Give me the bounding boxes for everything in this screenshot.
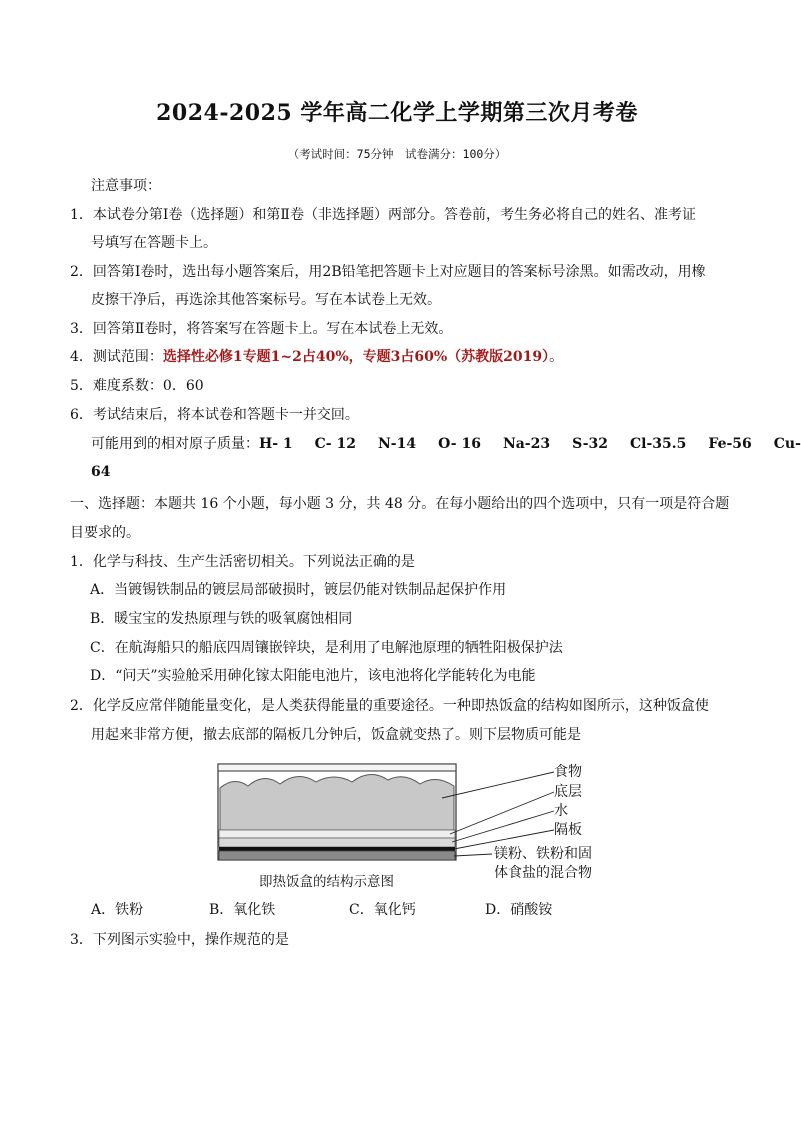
section-1-heading-cont: 目要求的。 bbox=[70, 525, 140, 541]
partition-layer bbox=[219, 847, 455, 851]
question-1-stem: 1．化学与科技、生产生活密切相关。下列说法正确的是 bbox=[70, 554, 415, 570]
mass-cl: Cl-35.5 bbox=[630, 436, 687, 452]
label-food: 食物 bbox=[554, 764, 582, 780]
question-1-option-b: B．暖宝宝的发热原理与铁的吸氧腐蚀相同 bbox=[90, 611, 353, 627]
mass-n: N-14 bbox=[377, 436, 417, 452]
bottom-layer bbox=[219, 830, 455, 838]
notes-heading: 注意事项： bbox=[91, 178, 161, 194]
mass-o: O- 16 bbox=[438, 436, 481, 452]
label-mixture-line1: 镁粉、铁粉和固 bbox=[494, 846, 592, 862]
note-item-1-cont: 号填写在答题卡上。 bbox=[91, 235, 217, 251]
note-item-2: 2．回答第Ⅰ卷时，选出每小题答案后，用2B铅笔把答题卡上对应题目的答案标号涂黑。如需改动，用橡 bbox=[70, 264, 706, 280]
mass-na: Na-23 bbox=[502, 436, 551, 452]
question-1-option-c: C．在航海船只的船底四周镶嵌锌块，是利用了电解池原理的牺牲阳极保护法 bbox=[90, 640, 563, 656]
section-1-heading: 一、选择题：本题共 16 个小题，每小题 3 分，共 48 分。在每小题给出的四个选项中，只有一项是符合题 bbox=[70, 496, 730, 512]
mixture-layer bbox=[219, 851, 455, 860]
page-title: 2024-2025 学年高二化学上学期第三次月考卷 bbox=[156, 100, 638, 126]
mass-fe: Fe-56 bbox=[708, 436, 752, 452]
question-2-stem-cont: 用起来非常方便，撤去底部的隔板几分钟后，饭盒就变热了。则下层物质可能是 bbox=[91, 727, 581, 743]
figure-caption: 即热饭盒的结构示意图 bbox=[259, 874, 394, 890]
exam-info: （考试时间：75分钟 试卷满分：100分） bbox=[287, 147, 507, 161]
atomic-masses-label: 可能用到的相对原子质量： bbox=[91, 436, 259, 452]
note-item-4-suffix: 。 bbox=[549, 349, 564, 365]
atomic-mass-cu-value: 64 bbox=[91, 464, 111, 480]
atomic-masses bbox=[91, 434, 801, 454]
label-bottom-layer: 底层 bbox=[554, 784, 582, 800]
note-item-6: 6．考试结束后，将本试卷和答题卡一并交回。 bbox=[70, 407, 359, 423]
question-2-stem: 2．化学反应常伴随能量变化，是人类获得能量的重要途径。一种即热饭盒的结构如图所示，这种饭盒使 bbox=[70, 698, 709, 714]
test-range: 选择性必修1专题1~2占40%，专题3占60%（苏教版2019） bbox=[162, 349, 550, 365]
question-2-option-a: A．铁粉 bbox=[91, 902, 144, 918]
question-2-option-d: D．硝酸铵 bbox=[485, 902, 553, 918]
water-layer bbox=[219, 838, 455, 847]
note-item-4-prefix: 4．测试范围： bbox=[70, 349, 163, 365]
note-item-3: 3．回答第Ⅱ卷时，将答案写在答题卡上。写在本试卷上无效。 bbox=[70, 321, 453, 337]
note-item-1: 1．本试卷分第Ⅰ卷（选择题）和第Ⅱ卷（非选择题）两部分。答卷前，考生务必将自己的姓名、准考证 bbox=[70, 207, 696, 223]
note-item-2-cont: 皮擦干净后，再选涂其他答案标号。写在本试卷上无效。 bbox=[91, 292, 441, 308]
note-item-5: 5．难度系数：0．60 bbox=[70, 378, 204, 394]
mass-s: S-32 bbox=[572, 436, 609, 452]
label-partition: 隔板 bbox=[554, 822, 582, 838]
question-1-option-d: D．“问天”实验舱采用砷化镓太阳能电池片，该电池将化学能转化为电能 bbox=[90, 668, 536, 684]
mass-c: C- 12 bbox=[314, 436, 356, 452]
question-3-stem: 3．下列图示实验中，操作规范的是 bbox=[70, 932, 289, 948]
question-1-option-a: A．当镀锡铁制品的镀层局部破损时，镀层仍能对铁制品起保护作用 bbox=[90, 582, 507, 598]
label-mixture-line2: 体食盐的混合物 bbox=[494, 865, 592, 881]
mass-h: H- 1 bbox=[259, 436, 293, 452]
question-2-option-c: C．氧化钙 bbox=[349, 902, 416, 918]
label-water: 水 bbox=[554, 803, 568, 819]
note-item-4 bbox=[70, 347, 563, 367]
question-2-option-b: B．氧化铁 bbox=[209, 902, 276, 918]
food-layer bbox=[220, 774, 454, 830]
mass-cu: Cu- bbox=[773, 436, 801, 452]
